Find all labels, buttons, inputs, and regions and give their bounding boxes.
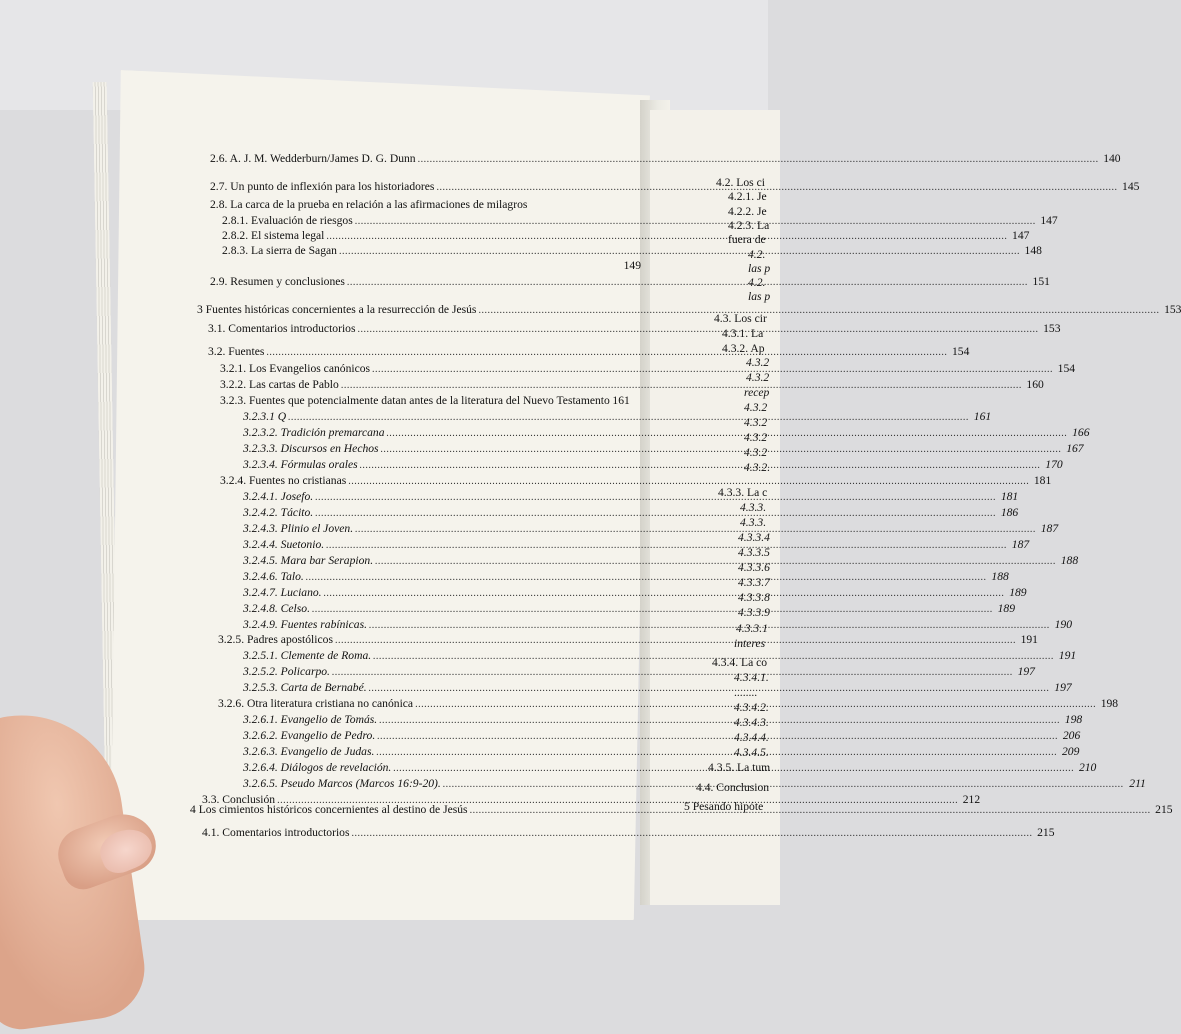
- toc-fragment: 4.2.1. Je: [728, 190, 767, 203]
- toc-entry-text: 3.2.4.2. Tácito.: [243, 506, 314, 519]
- toc-page-number: 206: [1062, 729, 1081, 742]
- leader-dots: [341, 378, 1022, 392]
- toc-entry-text: 3.2.4.7. Luciano.: [243, 586, 322, 599]
- toc-entry-text: 3.2.4.9. Fuentes rabínicas.: [243, 618, 367, 631]
- toc-entry-text: 3.2.5.2. Policarpo.: [243, 665, 330, 678]
- toc-fragment: ........: [734, 686, 758, 699]
- toc-entry-text: 3.2.6. Otra literatura cristiana no canónica: [218, 697, 414, 710]
- toc-entry-text: 3.2.4.6. Talo.: [243, 570, 304, 583]
- toc-page-number: 211: [1129, 777, 1146, 790]
- toc-fragment: fuera de: [728, 233, 766, 246]
- toc-entry: [210, 198, 642, 211]
- toc-page-number: 181: [1000, 490, 1019, 503]
- toc-fragment: 4.3.4.4.: [734, 731, 769, 744]
- toc-entry-text: 3.2.4. Fuentes no cristianas: [220, 474, 347, 487]
- toc-fragment: 4.3.2: [746, 371, 770, 384]
- toc-page-number: 198: [1100, 697, 1119, 710]
- toc-page-number: 210: [1078, 761, 1097, 774]
- toc-fragment: 4.3.3.8: [738, 591, 770, 604]
- toc-entry-text: 4.1. Comentarios introductorios: [202, 826, 350, 839]
- leader-dots: [470, 803, 1151, 817]
- toc-page-number: 153: [1043, 322, 1061, 335]
- toc-entry-text: 3.2.1. Los Evangelios canónicos: [220, 362, 371, 375]
- leader-dots: [369, 618, 1050, 632]
- leader-dots: [332, 665, 1013, 679]
- toc-entry-text: 3.2.3.3. Discursos en Hechos: [243, 442, 379, 455]
- toc-page-number: 140: [1103, 152, 1121, 165]
- toc-entry: [600, 259, 641, 272]
- toc-entry-text: 3.2.6.3. Evangelio de Judas.: [243, 745, 375, 758]
- leader-dots: [339, 244, 1020, 258]
- toc-entry-text: 2.9. Resumen y conclusiones: [210, 275, 345, 288]
- toc-entry-text: 2.8. La carca de la prueba en relación a las afirmaciones de milagros: [210, 198, 528, 211]
- leader-dots: [381, 442, 1062, 456]
- toc-page-number: 160: [1026, 378, 1044, 391]
- toc-entry-text: 3.1. Comentarios introductorios: [208, 322, 356, 335]
- toc-fragment: 4.3.2: [746, 356, 770, 369]
- toc-entry-text: 3.2.3.4. Fórmulas orales: [243, 458, 358, 471]
- leader-dots: [355, 214, 1036, 228]
- toc-fragment: 4.3.4.1.: [734, 671, 769, 684]
- leader-dots: [326, 538, 1007, 552]
- toc-page-number: 187: [1011, 538, 1030, 551]
- toc-fragment: 4.3.3. La c: [718, 486, 768, 499]
- toc-page-number: 167: [1066, 442, 1084, 455]
- toc-entry-text: 3.2.5.3. Carta de Bernabé.: [243, 681, 367, 694]
- toc-entry-text: 3.2.4.4. Suetonio.: [243, 538, 325, 551]
- toc-fragment: interes: [734, 637, 766, 650]
- toc-fragment: 4.3.2: [744, 401, 768, 414]
- toc-entry-text: 3.2.6.4. Diálogos de revelación.: [243, 761, 392, 774]
- toc-entry: [243, 538, 1030, 552]
- leader-dots: [288, 410, 969, 424]
- leader-dots: [360, 458, 1041, 472]
- toc-fragment: las p: [748, 290, 771, 303]
- toc-fragment: 4.3.2: [744, 416, 768, 429]
- toc-fragment: 4.3.2. Ap: [722, 342, 765, 355]
- toc-page-number: 145: [1122, 180, 1140, 193]
- toc-fragment: 4.3.3.5: [738, 546, 770, 559]
- toc-entry-text: 3.2.5. Padres apostólicos: [218, 633, 333, 646]
- toc-fragment: 4.2.: [748, 248, 766, 261]
- leader-dots: [375, 554, 1056, 568]
- toc-fragment: recep: [744, 386, 770, 399]
- toc-page-number: 161: [612, 394, 630, 407]
- toc-entry: [220, 378, 1044, 392]
- toc-entry: [220, 474, 1052, 488]
- toc-fragment: 4.3.3.: [740, 501, 767, 514]
- toc-entry-text: 3.2.6.2. Evangelio de Pedro.: [243, 729, 376, 742]
- toc-page-number: 197: [1017, 665, 1035, 678]
- leader-dots: [355, 522, 1036, 536]
- toc-entry: [197, 303, 1181, 317]
- leader-dots: [436, 180, 1117, 194]
- toc-entry-text: 3.2.5.1. Clemente de Roma.: [243, 649, 372, 662]
- toc-page-number: 188: [991, 570, 1009, 583]
- toc-page-number: 154: [951, 345, 970, 358]
- toc-entry-text: 3.2.3.1 Q: [243, 410, 287, 423]
- toc-page-number: 149: [623, 259, 641, 272]
- toc-page-number: 215: [1037, 826, 1055, 839]
- toc-fragment: 4.3.3.4: [738, 531, 770, 544]
- toc-page-number: 151: [1032, 275, 1050, 288]
- toc-entry-text: 3.2.3. Fuentes que potencialmente datan antes de la literatura del Nuevo Testamento: [220, 394, 610, 407]
- toc-entry: [220, 394, 638, 407]
- leader-dots: [443, 777, 1124, 791]
- toc-fragment: 4.2.2. Je: [728, 205, 767, 218]
- leader-dots: [347, 275, 1028, 289]
- leader-dots: [266, 345, 947, 359]
- toc-entry-text: 3.2.4.3. Plinio el Joven.: [243, 522, 354, 535]
- toc-entry-text: 2.8.1. Evaluación de riesgos: [222, 214, 353, 227]
- leader-dots: [326, 229, 1007, 243]
- leader-dots: [348, 474, 1029, 488]
- toc-entry-text: 3.2.6.1. Evangelio de Tomás.: [243, 713, 378, 726]
- toc-fragment: 4.3.4.2.: [734, 701, 769, 714]
- toc-page-number: 191: [1020, 633, 1038, 646]
- toc-page-number: 147: [1012, 229, 1030, 242]
- leader-dots: [306, 570, 987, 584]
- toc-page-number: 190: [1054, 618, 1072, 631]
- leader-dots: [369, 681, 1050, 695]
- toc-page-number: 181: [1033, 474, 1052, 487]
- toc-entry-text: 2.6. A. J. M. Wedderburn/James D. G. Dunn: [210, 152, 416, 165]
- toc-entry-text: 2.7. Un punto de inflexión para los historiadores: [210, 180, 435, 193]
- toc-page-number: 215: [1155, 803, 1173, 816]
- toc-page-number: 166: [1072, 426, 1090, 439]
- toc-entry-text: 3.2.4.8. Celso.: [243, 602, 310, 615]
- toc-fragment: 4.3.3.7: [738, 576, 770, 589]
- toc-page-number: 161: [973, 410, 992, 423]
- toc-page-number: 187: [1040, 522, 1059, 535]
- leader-dots: [357, 322, 1038, 336]
- toc-page-number: 186: [1000, 506, 1019, 519]
- toc-entry-text: 4 Los cimientos históricos concernientes al destino de Jesús: [190, 803, 468, 816]
- toc-page-number: 153: [1164, 303, 1181, 316]
- toc-fragment: 4.4. Conclusion: [696, 781, 770, 794]
- toc-page-number: 170: [1045, 458, 1063, 471]
- toc-fragment: 4.2.3. La: [728, 219, 770, 232]
- toc-fragment: 4.3.3.: [740, 516, 767, 529]
- leader-dots: [377, 729, 1058, 743]
- leader-dots: [387, 426, 1068, 440]
- toc-page-number: 209: [1061, 745, 1080, 758]
- toc-entry-text: 3.2.4.5. Mara bar Serapion.: [243, 554, 374, 567]
- toc-fragment: las p: [748, 262, 771, 275]
- leader-dots: [379, 713, 1060, 727]
- toc-page-number: 148: [1024, 244, 1042, 257]
- toc-fragment: 4.3.4. La co: [712, 656, 768, 669]
- toc-fragment: 4.3.4.3.: [734, 716, 769, 729]
- toc-page-number: 189: [997, 602, 1015, 615]
- toc-entry-text: 3.2.4.1. Josefo.: [243, 490, 314, 503]
- toc-fragment: 4.3.3.6: [738, 561, 770, 574]
- leader-dots: [418, 152, 1099, 166]
- toc-entry: [202, 826, 1055, 840]
- toc-fragment: 4.3.2: [744, 431, 768, 444]
- toc-entry-text: 2.8.3. La sierra de Sagan: [222, 244, 337, 257]
- leader-dots: [372, 362, 1053, 376]
- toc-entry-text: 3.2.2. Las cartas de Pablo: [220, 378, 339, 391]
- toc-entry-text: 2.8.2. El sistema legal: [222, 229, 325, 242]
- toc-entry-text: 3.3. Conclusión: [202, 793, 276, 806]
- leader-dots: [478, 303, 1159, 317]
- toc-entry: [243, 681, 1072, 695]
- toc-fragment: 4.3.3.1: [736, 622, 768, 635]
- toc-fragment: 4.3.2: [744, 446, 768, 459]
- toc-page-number: 189: [1009, 586, 1027, 599]
- toc-fragment: 4.3.4.5.: [734, 746, 769, 759]
- toc-page-number: 188: [1060, 554, 1079, 567]
- toc-entry-text: 3.2.3.2. Tradición premarcana: [243, 426, 385, 439]
- toc-fragment: 4.3.3.9: [738, 606, 770, 619]
- toc-fragment: 4.3. Los cir: [714, 312, 767, 325]
- toc-fragment: 4.2. Los ci: [716, 176, 765, 189]
- toc-fragment: 4.3.5. La tum: [708, 761, 771, 774]
- toc-fragment: 5 Pesando hipóte: [684, 800, 764, 813]
- toc-page-number: 197: [1054, 681, 1072, 694]
- leader-dots: [376, 745, 1057, 759]
- toc-fragment: 4.3.2.: [744, 461, 771, 474]
- toc-page-number: 212: [962, 793, 981, 806]
- toc-page-number: 154: [1057, 362, 1076, 375]
- toc-fragment: 4.3.1. La: [722, 327, 764, 340]
- leader-dots: [351, 826, 1032, 840]
- toc-fragment: 4.2.: [748, 276, 766, 289]
- leader-dots: [315, 506, 996, 520]
- leader-dots: [312, 602, 993, 616]
- toc-page-number: 147: [1040, 214, 1058, 227]
- toc-entry: [210, 152, 1121, 166]
- leader-dots: [324, 586, 1005, 600]
- toc-page-number: 198: [1064, 713, 1083, 726]
- leader-dots: [335, 633, 1016, 647]
- toc-entry-text: 3 Fuentes históricas concernientes a la resurrección de Jesús: [197, 303, 477, 316]
- toc-page-number: 191: [1058, 649, 1077, 662]
- toc-entry-text: 3.2.6.5. Pseudo Marcos (Marcos 16:9-20).: [243, 777, 441, 790]
- leader-dots: [315, 490, 996, 504]
- toc-entry-text: 3.2. Fuentes: [208, 345, 265, 358]
